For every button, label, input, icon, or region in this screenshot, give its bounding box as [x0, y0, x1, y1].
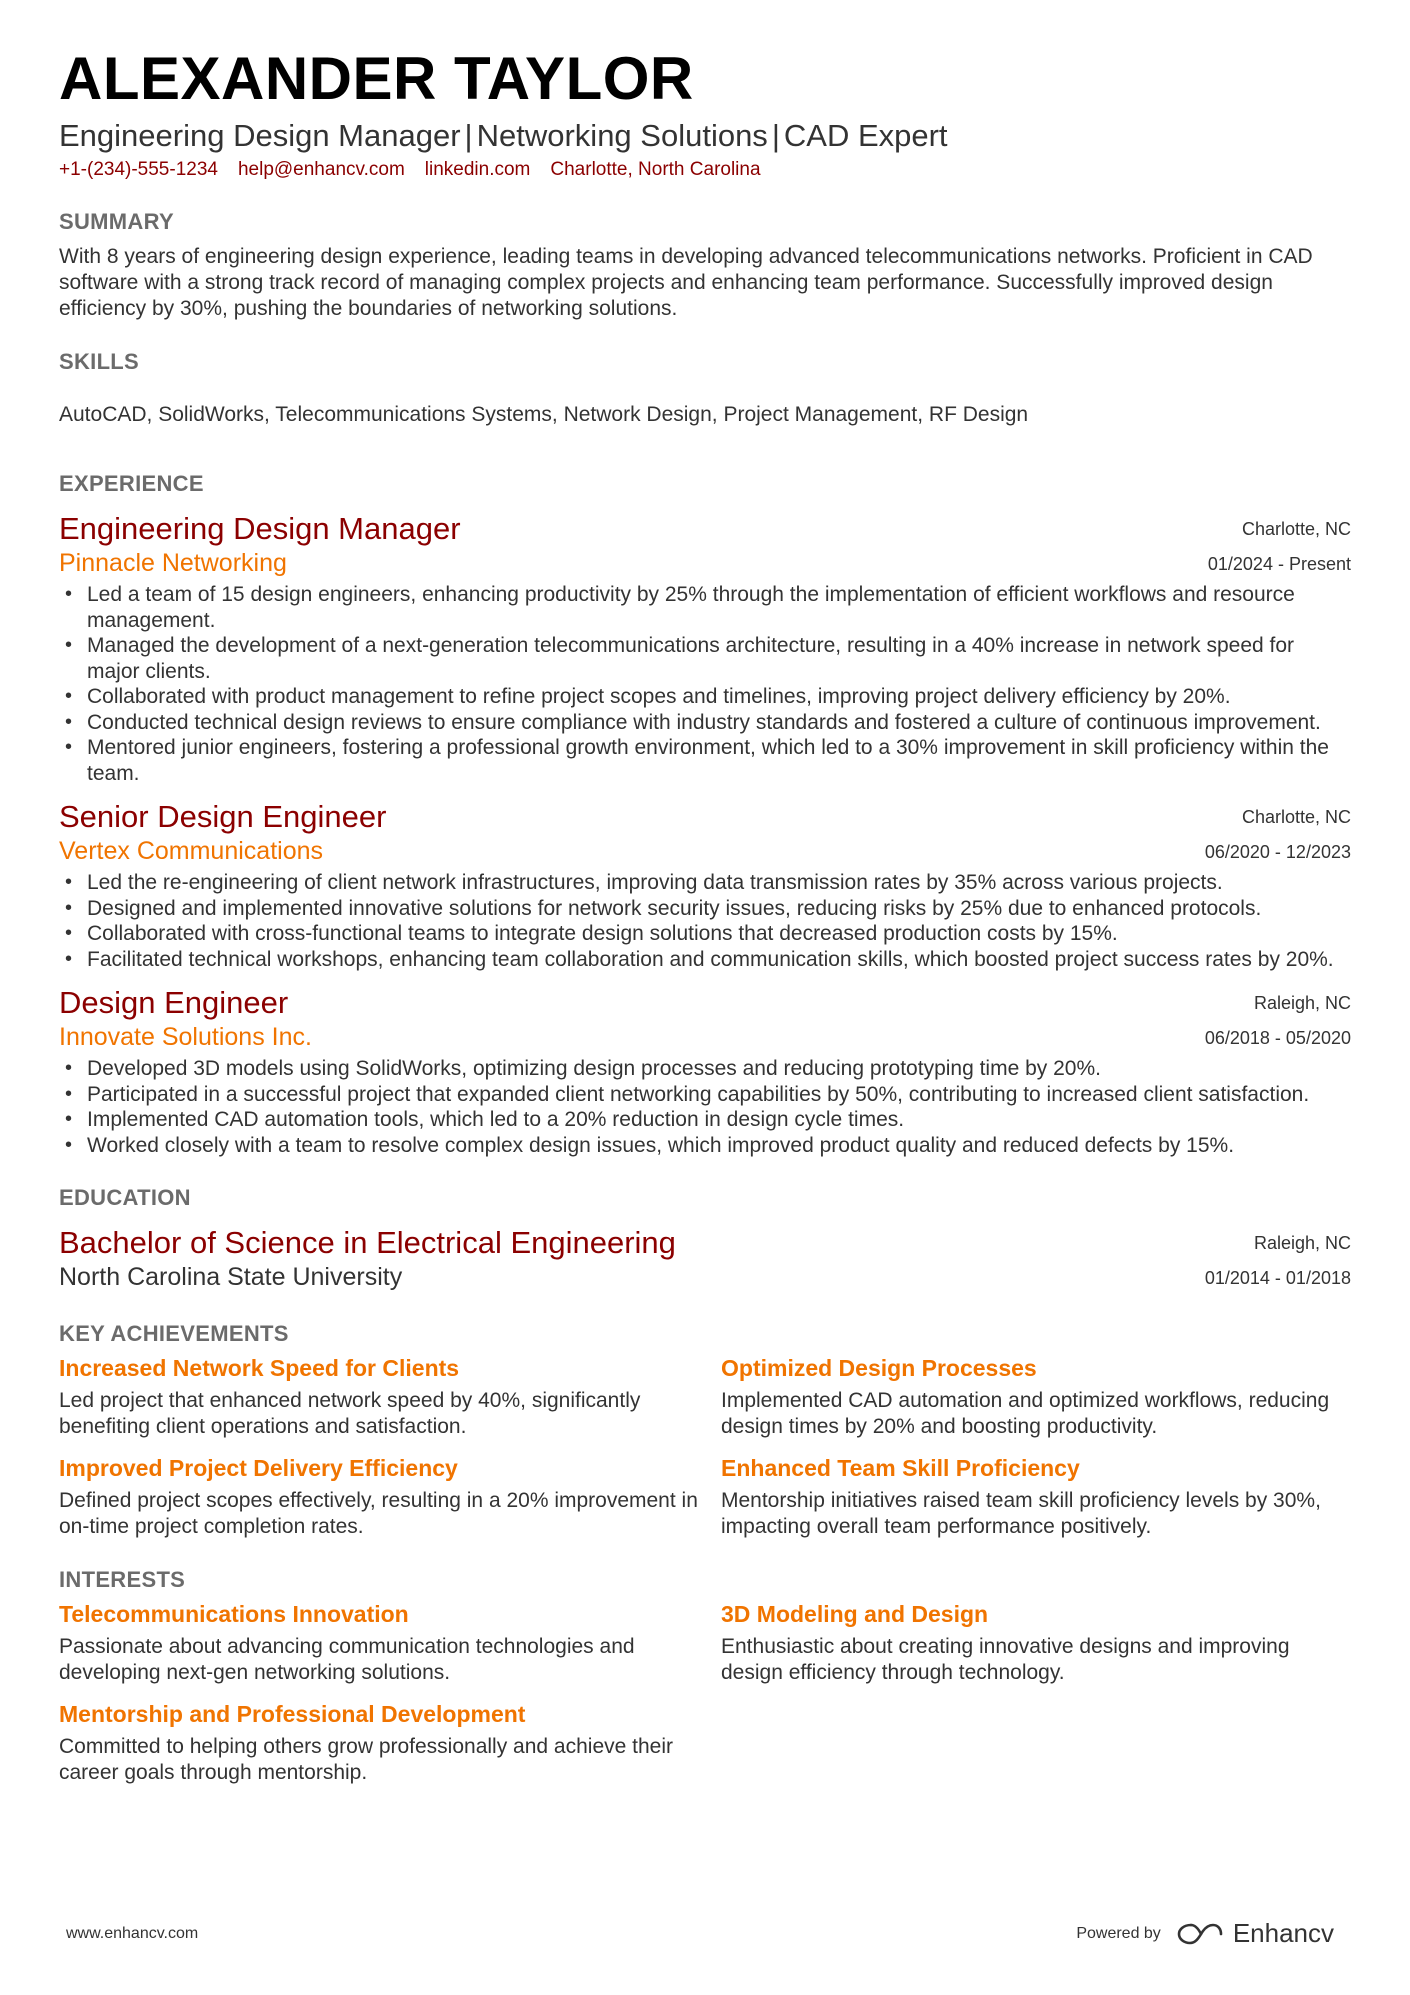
achievement-text: Mentorship initiatives raised team skill proficiency levels by 30%, impacting overall team performance positively. [721, 1489, 1321, 1538]
interest-text: Committed to helping others grow professionally and achieve their career goals through mentorship. [59, 1735, 673, 1784]
job-meta [1205, 800, 1351, 870]
bullet-item: • Led a team of 15 design engineers, enhancing productivity by 25% through the implementation of efficient workflows and resource management. [59, 582, 1351, 633]
achievement-title: Improved Project Delivery Efficiency [59, 1455, 458, 1481]
resume-page [59, 44, 1351, 1800]
contact-info [59, 158, 1351, 182]
candidate-name: ALEXANDER TAYLOR [59, 45, 694, 112]
education-location: Raleigh, NC [1253, 1233, 1351, 1253]
section-title: INTERESTS [59, 1567, 186, 1592]
job-bullets [59, 870, 1351, 972]
enhancv-logo-icon [1177, 1921, 1223, 1947]
achievement-title: Optimized Design Processes [721, 1355, 1037, 1381]
interest-item [721, 1600, 1351, 1686]
section-title: SUMMARY [59, 209, 174, 234]
footer-branding [1076, 1918, 1334, 1949]
education-entry [59, 1224, 1351, 1292]
job-location: Charlotte, NC [1241, 807, 1351, 827]
company-name: Vertex Communications [59, 837, 324, 865]
section-title: EDUCATION [59, 1185, 191, 1210]
bullet-item: • Worked closely with a team to resolve complex design issues, which improved product quality and reduced defects by 15%. [59, 1133, 1351, 1159]
job-dates: 01/2024 - Present [1207, 554, 1351, 574]
footer-website[interactable]: www.enhancv.com [66, 1924, 199, 1942]
experience-entry [59, 798, 1351, 972]
contact-location: Charlotte, North Carolina [550, 159, 761, 180]
bullet-item: • Collaborated with cross-functional teams to integrate design solutions that decreased production costs by 15%. [59, 921, 1351, 947]
headline-part: CAD Expert [783, 118, 948, 153]
interest-title: 3D Modeling and Design [721, 1601, 989, 1627]
contact-email[interactable]: help@enhancv.com [237, 159, 405, 180]
headline-part: Networking Solutions [476, 118, 768, 153]
achievement-item [59, 1354, 721, 1440]
enhancv-logo[interactable] [1177, 1918, 1334, 1949]
achievement-title: Enhanced Team Skill Proficiency [721, 1455, 1080, 1481]
section-title: KEY ACHIEVEMENTS [59, 1321, 289, 1346]
bullet-item: • Implemented CAD automation tools, which led to a 20% reduction in design cycle times. [59, 1107, 1351, 1133]
interests-grid [59, 1600, 1351, 1800]
achievement-item [59, 1454, 721, 1540]
powered-by-label: Powered by [1076, 1924, 1161, 1942]
company-name: Innovate Solutions Inc. [59, 1023, 312, 1051]
contact-linkedin[interactable]: linkedin.com [424, 159, 531, 180]
bullet-item: • Collaborated with product management to refine project scopes and timelines, improving project delivery efficiency by 20%. [59, 684, 1351, 710]
education-dates: 01/2014 - 01/2018 [1204, 1268, 1351, 1288]
headline-separator: | [771, 118, 780, 153]
headline [59, 116, 1351, 156]
bullet-item: • Mentored junior engineers, fostering a professional growth environment, which led to a 30% improvement in skill proficiency within the team. [59, 735, 1351, 786]
experience-section [59, 470, 1351, 1158]
summary-section [59, 208, 1351, 322]
company-name: Pinnacle Networking [59, 549, 287, 577]
skills-list: AutoCAD, SolidWorks, Telecommunications Systems, Network Design, Project Management, RF Design [59, 403, 1029, 426]
job-title: Engineering Design Manager [59, 511, 461, 546]
job-title: Senior Design Engineer [59, 799, 387, 834]
summary-text: With 8 years of engineering design experience, leading teams in developing advanced telecommunications networks. Proficient in CAD software with a strong track record of managing complex projects and enhancing team performance. Successfully improved design efficiency by 30%, pushing the boundaries of networking solutions. [59, 245, 1313, 320]
job-bullets [59, 1056, 1351, 1158]
bullet-item: • Conducted technical design reviews to ensure compliance with industry standards and fostered a culture of continuous improvement. [59, 710, 1351, 736]
education-meta [1205, 1226, 1351, 1296]
bullet-item: • Managed the development of a next-generation telecommunications architecture, resulting in a 40% increase in network speed for major clients. [59, 633, 1351, 684]
job-location: Raleigh, NC [1253, 993, 1351, 1013]
key-achievements-section [59, 1320, 1351, 1554]
achievement-text: Implemented CAD automation and optimized workflows, reducing design times by 20% and boosting productivity. [721, 1389, 1330, 1438]
achievement-item [721, 1454, 1351, 1540]
job-location: Charlotte, NC [1241, 519, 1351, 539]
bullet-item: • Designed and implemented innovative solutions for network security issues, reducing risks by 25% due to enhanced protocols. [59, 896, 1351, 922]
headline-part: Engineering Design Manager [59, 118, 461, 153]
job-meta [1205, 986, 1351, 1056]
degree-title: Bachelor of Science in Electrical Engineering [59, 1225, 676, 1260]
contact-phone[interactable]: +1-(234)-555-1234 [59, 159, 218, 180]
interest-text: Passionate about advancing communication technologies and developing next-gen networking solutions. [59, 1635, 635, 1684]
interest-title: Mentorship and Professional Development [59, 1701, 526, 1727]
interest-title: Telecommunications Innovation [59, 1601, 409, 1627]
bullet-item: • Led the re-engineering of client network infrastructures, improving data transmission rates by 35% across various projects. [59, 870, 1351, 896]
job-dates: 06/2018 - 05/2020 [1204, 1028, 1351, 1048]
section-title: EXPERIENCE [59, 471, 204, 496]
education-section [59, 1184, 1351, 1292]
experience-entry [59, 510, 1351, 786]
interest-text: Enthusiastic about creating innovative designs and improving design efficiency through technology. [721, 1635, 1290, 1684]
bullet-item: • Developed 3D models using SolidWorks, optimizing design processes and reducing prototyping time by 20%. [59, 1056, 1351, 1082]
interests-section [59, 1566, 1351, 1800]
experience-entry [59, 984, 1351, 1158]
skills-section [59, 348, 1351, 428]
bullet-item: • Facilitated technical workshops, enhancing team collaboration and communication skills, which boosted project success rates by 20%. [59, 947, 1351, 973]
achievement-text: Led project that enhanced network speed by 40%, significantly benefiting client operations and satisfaction. [59, 1389, 641, 1438]
page-footer [66, 1918, 1334, 1949]
resume-header [59, 44, 1351, 182]
brand-name: Enhancv [1232, 1918, 1334, 1948]
job-dates: 06/2020 - 12/2023 [1204, 842, 1351, 862]
achievement-text: Defined project scopes effectively, resulting in a 20% improvement in on-time project completion rates. [59, 1489, 698, 1538]
achievements-grid [59, 1354, 1351, 1554]
bullet-item: • Participated in a successful project that expanded client networking capabilities by 50%, contributing to increased client satisfaction. [59, 1082, 1351, 1108]
section-title: SKILLS [59, 349, 140, 374]
achievement-item [721, 1354, 1351, 1440]
interest-item [59, 1700, 721, 1786]
job-bullets [59, 582, 1351, 786]
interest-item [59, 1600, 721, 1686]
job-meta [1208, 512, 1351, 582]
achievement-title: Increased Network Speed for Clients [59, 1355, 460, 1381]
school-name: North Carolina State University [59, 1263, 403, 1291]
job-title: Design Engineer [59, 985, 289, 1020]
headline-separator: | [464, 118, 473, 153]
